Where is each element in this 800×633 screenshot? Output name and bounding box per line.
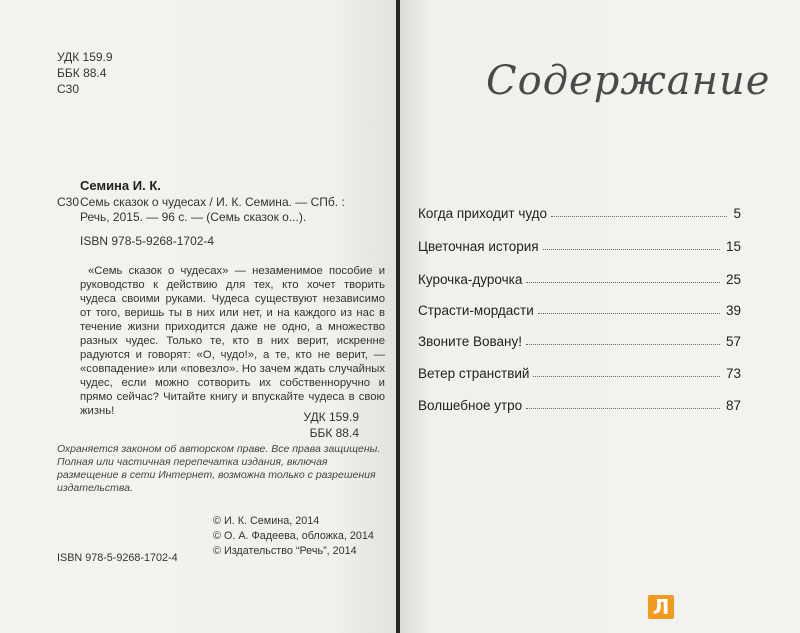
bbk-code-right: ББК 88.4 — [309, 426, 359, 440]
toc-leader-dots — [538, 313, 720, 314]
toc-entry-title: Когда приходит чудо — [418, 206, 548, 221]
bib-line-1: Семь сказок о чудесах / И. К. Семина. — СПб. : — [80, 195, 345, 209]
toc-leader-dots — [533, 376, 720, 377]
toc-entry — [418, 327, 741, 351]
toc-entry-title: Волшебное утро — [418, 398, 523, 413]
copyright-cover: © О. А. Фадеева, обложка, 2014 — [213, 530, 374, 542]
toc-leader-dots — [526, 282, 720, 283]
right-page — [400, 0, 800, 633]
toc-leader-dots — [526, 344, 720, 345]
toc-entry-page: 15 — [725, 239, 741, 254]
toc-entry-title: Курочка-дурочка — [418, 272, 523, 287]
toc-entry-page: 57 — [725, 334, 741, 349]
bibliographic-record — [80, 195, 380, 225]
copyright-notice: Охраняется законом об авторском праве. Все права защищены. Полная или частичная перепечатка издания, включая размещение в сети Интернет, возможна только с разрешения издательства. — [57, 443, 381, 494]
toc-entry — [418, 232, 741, 256]
toc-entry-page: 87 — [725, 398, 741, 413]
toc-entry — [418, 296, 741, 320]
bbk-code: ББК 88.4 — [57, 66, 107, 80]
toc-entry — [418, 391, 741, 415]
author-name: Семина И. К. — [80, 178, 161, 193]
toc-entry — [418, 199, 741, 223]
toc-leader-dots — [551, 216, 727, 217]
toc-entry-title: Звоните Вовану! — [418, 334, 522, 349]
toc-entry-page: 39 — [725, 303, 741, 318]
contents-title: Содержание — [486, 58, 771, 104]
udk-code-right: УДК 159.9 — [303, 410, 359, 424]
toc-entry-page: 25 — [725, 272, 741, 287]
udk-code: УДК 159.9 — [57, 50, 113, 64]
toc-entry-title: Страсти-мордасти — [418, 303, 534, 318]
toc-entry-title: Цветочная история — [418, 239, 539, 254]
toc-entry — [418, 359, 741, 383]
toc-leader-dots — [526, 408, 720, 409]
isbn: ISBN 978-5-9268-1702-4 — [80, 234, 215, 248]
annotation: «Семь сказок о чудесах» — незаменимое пособие и руководство к действию для тех, кто хочет творить чудеса своими руками. Чудеса существуют независимо от того, веришь ты в них или нет, и на каждого из нас в течение жизни приходится даже не одно, а множество разных чудес. Только те, кто в них верит, искренне радуются и говорят: «О, чудо!», а те, кто не верит, — «совпадение» или «повезло». Но зачем ждать случайных чудес, если можно сотворить их собственноручно и прямо сейчас? Читайте книгу и впускайте чудеса в свою жизнь! — [80, 265, 385, 417]
toc-leader-dots — [543, 249, 720, 250]
copyright-publisher: © Издательство “Речь”, 2014 — [213, 545, 357, 557]
left-page — [0, 0, 397, 633]
bib-line-2: Речь, 2015. — 96 с. — (Семь сказок о...). — [80, 210, 307, 224]
copyright-author: © И. К. Семина, 2014 — [213, 515, 320, 527]
labirint-logo-icon: Л — [648, 595, 674, 619]
toc-entry-page: 73 — [725, 366, 741, 381]
author-mark: С30 — [57, 82, 80, 96]
isbn-bottom: ISBN 978-5-9268-1702-4 — [57, 552, 178, 564]
author-code: С30 — [57, 195, 80, 209]
toc-entry-page: 5 — [733, 206, 741, 221]
toc-entry-title: Ветер странствий — [418, 366, 530, 381]
toc-entry — [418, 265, 741, 289]
